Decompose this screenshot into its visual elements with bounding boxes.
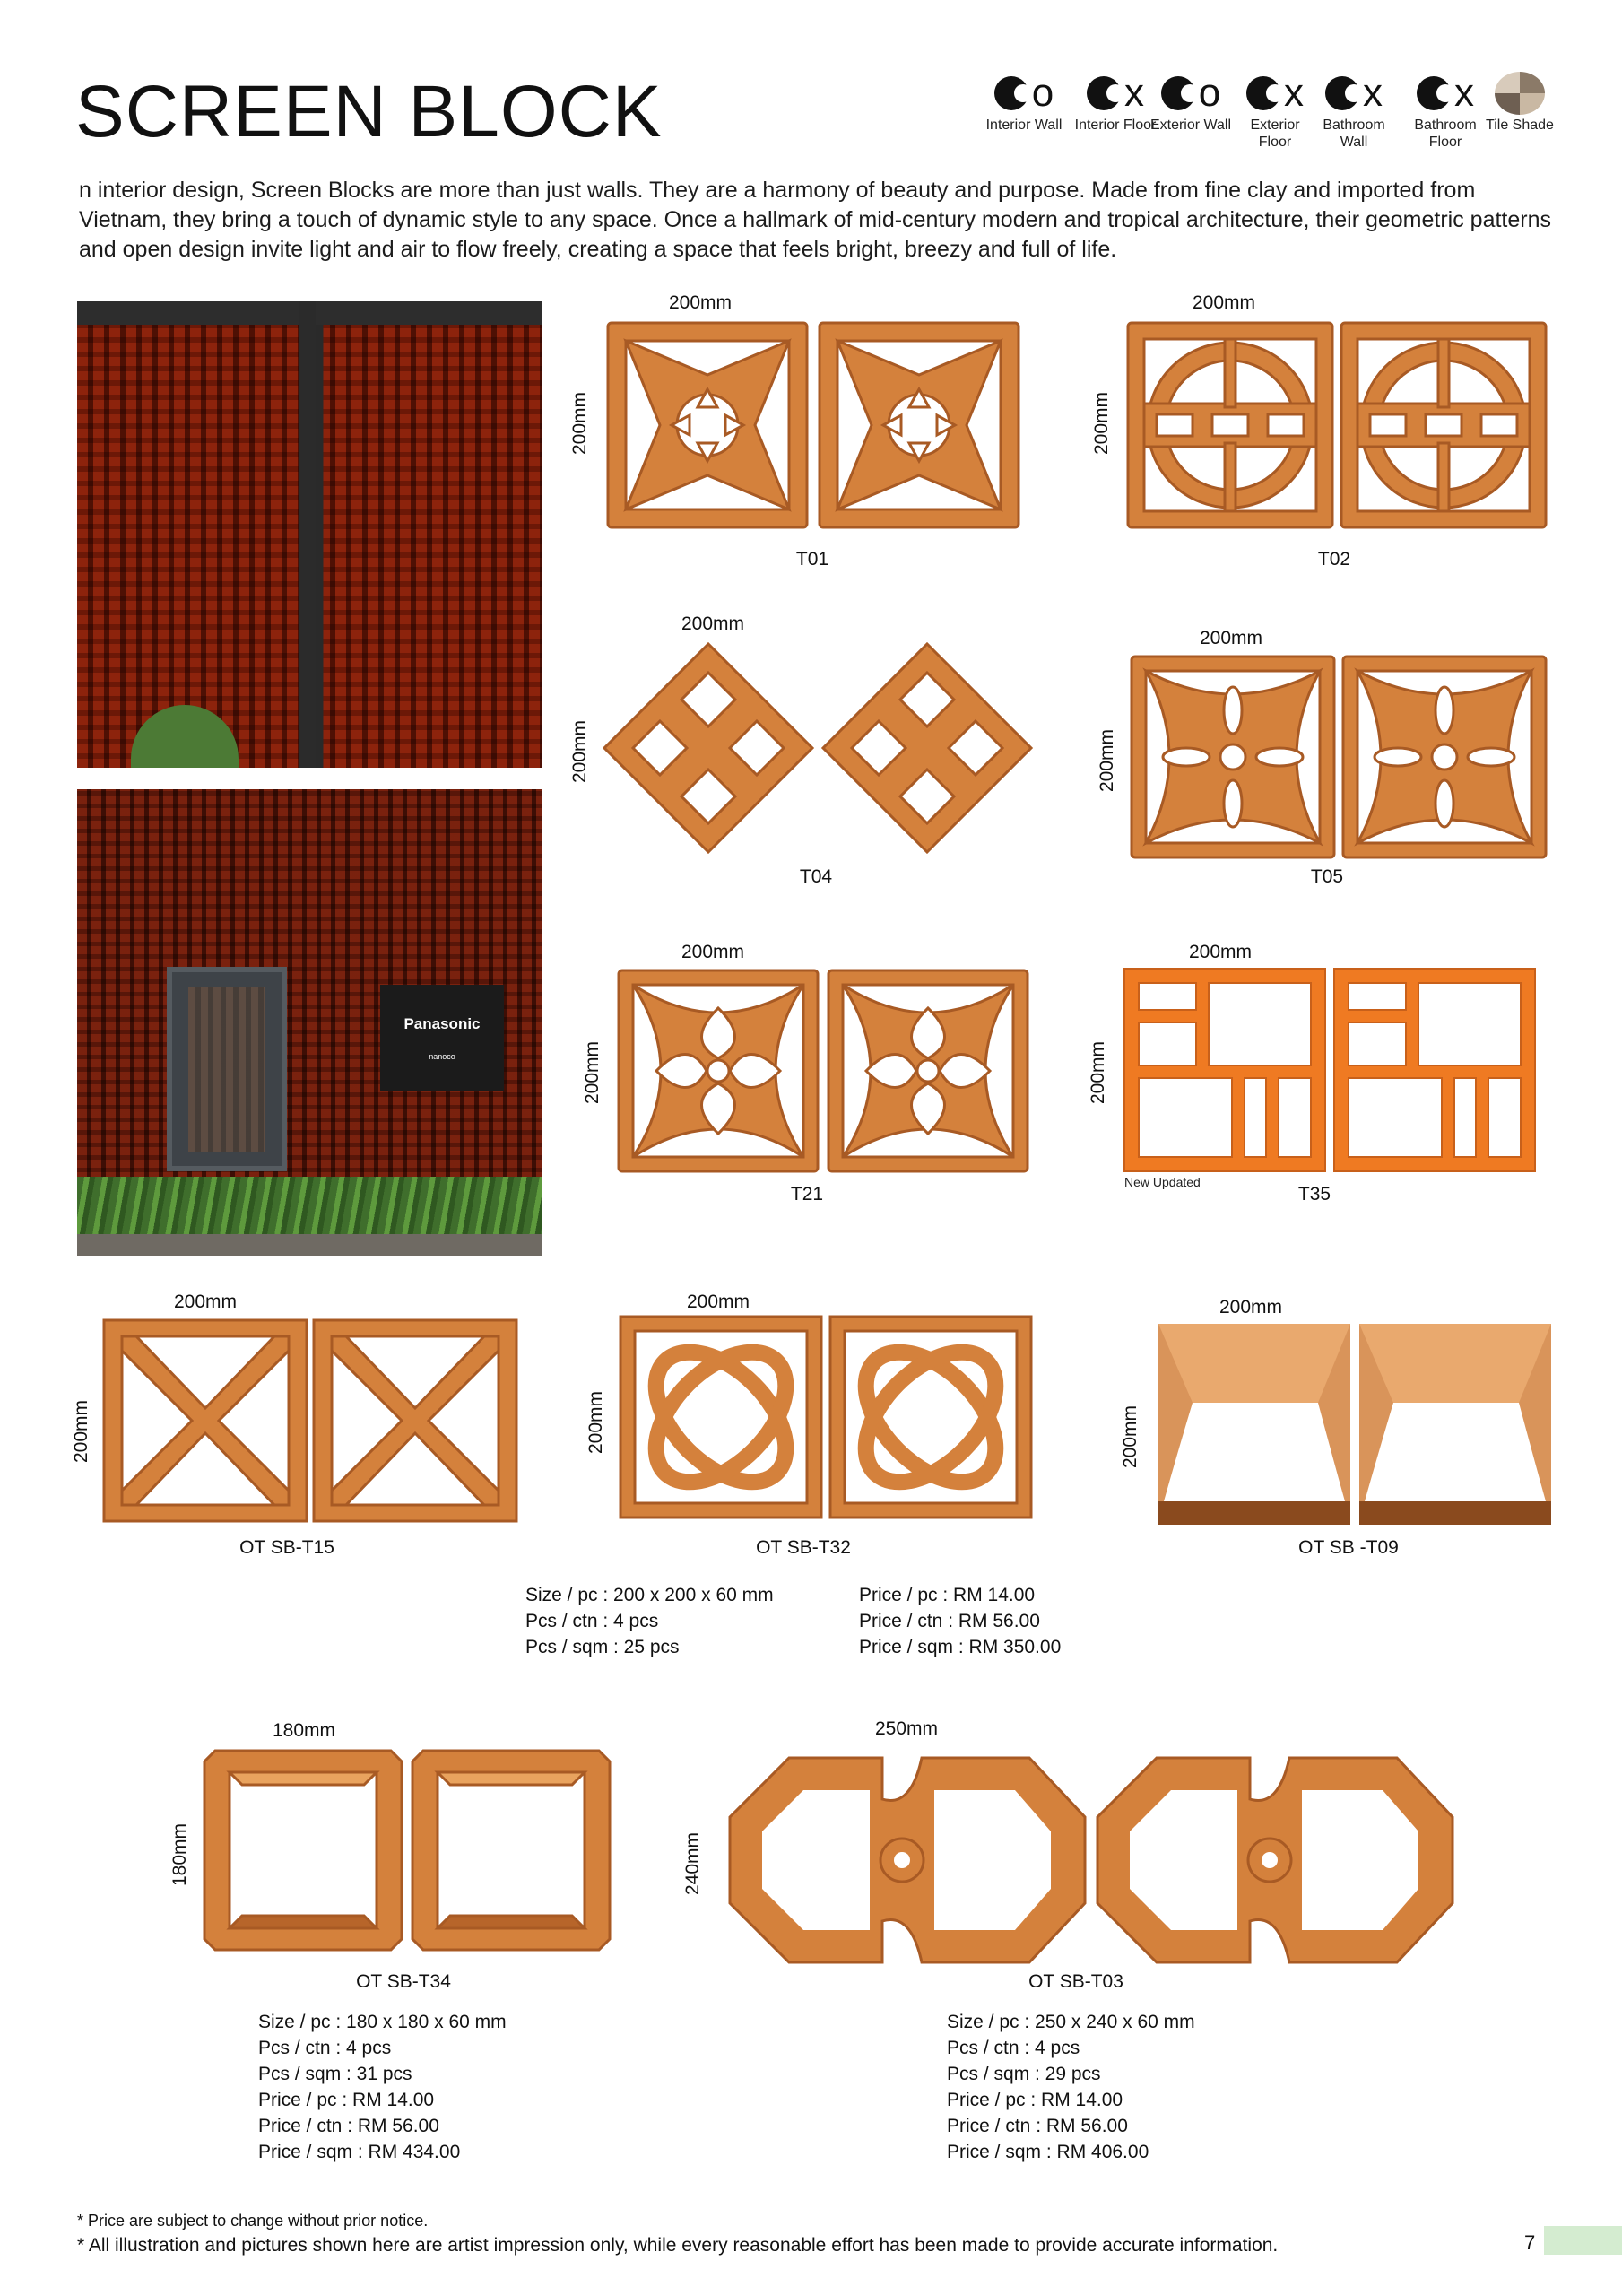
usage-bathroom-floor	[1404, 70, 1487, 151]
block-ot-sb-t09-image	[1157, 1322, 1553, 1526]
width-dimension: 200mm	[174, 1292, 238, 1312]
page-title: SCREEN BLOCK	[75, 71, 663, 152]
interior-floor-icon: x	[1087, 70, 1144, 117]
spec-t03	[947, 2009, 1195, 2165]
usage-exterior-wall	[1149, 70, 1232, 134]
spec-line: Pcs / ctn : 4 pcs	[258, 2038, 392, 2058]
spec-line: Price / pc : RM 14.00	[947, 2090, 1123, 2110]
block-t01-image	[606, 321, 1020, 531]
spec-line: Price / ctn : RM 56.00	[947, 2116, 1128, 2136]
spec-line: Pcs / sqm : 25 pcs	[525, 1637, 680, 1657]
usage-bathroom-wall	[1313, 70, 1395, 151]
spec-line: Price / sqm : RM 434.00	[258, 2142, 461, 2162]
spec-t34	[258, 2009, 507, 2165]
spec-line: Price / pc : RM 14.00	[859, 1585, 1036, 1605]
height-dimension: 200mm	[71, 1399, 92, 1464]
width-dimension: 200mm	[681, 613, 745, 634]
width-dimension: 200mm	[1193, 292, 1256, 313]
spec-line: Price / sqm : RM 406.00	[947, 2142, 1149, 2162]
spec-line: Pcs / sqm : 29 pcs	[947, 2064, 1101, 2084]
brand-sign-sub: nanoco	[429, 1048, 455, 1061]
height-dimension: 200mm	[1091, 391, 1113, 456]
height-dimension: 180mm	[169, 1822, 191, 1887]
usage-label: Exterior Wall	[1149, 117, 1232, 133]
block-code: OT SB-T34	[356, 1971, 451, 1992]
block-t21-image	[617, 969, 1029, 1173]
width-dimension: 180mm	[273, 1720, 336, 1741]
brand-sign	[380, 985, 504, 1091]
spec-line: Pcs / sqm : 31 pcs	[258, 2064, 412, 2084]
intro-paragraph: n interior design, Screen Blocks are more than just walls. They are a harmony of beauty and purpose. Made from fine clay and imported from Vietnam, they bring a touch of dynamic style to any space. Once a hallmark of mid-century modern and tropical architecture, their geometric patterns and open design invite light and air to flow freely, creating a space that feels bright, breezy and full of life.	[79, 178, 1552, 262]
height-dimension: 200mm	[569, 719, 591, 784]
spec-size-group	[525, 1582, 774, 1660]
height-dimension: 200mm	[1097, 728, 1118, 793]
usage-label: Interior Wall	[985, 117, 1063, 133]
height-dimension: 200mm	[585, 1390, 607, 1455]
usage-interior-wall	[983, 70, 1065, 134]
bathroom-wall-icon: x	[1325, 70, 1383, 117]
block-ot-sb-t32-image	[619, 1315, 1033, 1519]
block-t02-image	[1126, 321, 1548, 531]
height-dimension: 200mm	[1120, 1405, 1141, 1469]
height-dimension: 240mm	[682, 1831, 704, 1896]
brand-sign-text: Panasonic	[403, 1014, 481, 1032]
block-code: T01	[795, 549, 829, 570]
tile-shade-icon	[1495, 70, 1545, 117]
block-ot-sb-t03-image	[726, 1754, 1458, 1966]
installation-photo-entrance	[77, 789, 542, 1256]
usage-label: Bathroom Wall	[1323, 117, 1385, 150]
width-dimension: 200mm	[1200, 628, 1263, 648]
spec-line: Size / pc : 250 x 240 x 60 mm	[947, 2012, 1195, 2032]
spec-line: Pcs / ctn : 4 pcs	[525, 1611, 659, 1631]
entrance-door	[167, 967, 287, 1171]
page-number: 7	[1524, 2231, 1536, 2254]
block-t05-image	[1130, 655, 1548, 859]
footnote: * All illustration and pictures shown here are artist impression only, while every reasonable effort has been made to provide accurate information.	[77, 2235, 1279, 2256]
footnote: * Price are subject to change without prior notice.	[77, 2212, 429, 2230]
width-dimension: 250mm	[875, 1718, 939, 1739]
block-code: T04	[799, 866, 833, 887]
spec-line: Price / sqm : RM 350.00	[859, 1637, 1062, 1657]
block-t04-image	[603, 642, 1037, 854]
installation-photo-facade	[77, 301, 542, 768]
block-ot-sb-t34-image	[203, 1749, 613, 1952]
new-updated-note: New Updated	[1124, 1175, 1201, 1189]
width-dimension: 200mm	[687, 1292, 750, 1312]
usage-tile-shade	[1479, 70, 1560, 134]
spec-line: Size / pc : 180 x 180 x 60 mm	[258, 2012, 507, 2032]
exterior-floor-icon: x	[1246, 70, 1304, 117]
usage-exterior-floor	[1234, 70, 1316, 151]
spec-line: Price / ctn : RM 56.00	[859, 1611, 1040, 1631]
height-dimension: 200mm	[569, 391, 591, 456]
spec-line: Price / pc : RM 14.00	[258, 2090, 435, 2110]
block-ot-sb-t15-image	[102, 1318, 518, 1523]
block-t35-image	[1123, 967, 1537, 1173]
usage-label: Bathroom Floor	[1414, 117, 1477, 150]
block-code: OT SB-T15	[239, 1537, 334, 1558]
usage-label: Tile Shade	[1486, 117, 1554, 133]
width-dimension: 200mm	[669, 292, 733, 313]
spec-line: Size / pc : 200 x 200 x 60 mm	[525, 1585, 774, 1605]
height-dimension: 200mm	[1088, 1040, 1109, 1105]
block-code: T21	[790, 1184, 824, 1205]
bathroom-floor-icon: x	[1417, 70, 1474, 117]
exterior-wall-icon: o	[1161, 70, 1220, 117]
interior-wall-icon: o	[994, 70, 1054, 117]
block-code: OT SB -T09	[1298, 1537, 1399, 1558]
block-code: T05	[1310, 866, 1344, 887]
width-dimension: 200mm	[1189, 942, 1253, 962]
usage-interior-floor	[1074, 70, 1157, 134]
block-code: OT SB-T32	[756, 1537, 851, 1558]
spec-line: Pcs / ctn : 4 pcs	[947, 2038, 1080, 2058]
spec-price-group	[859, 1582, 1061, 1660]
block-code: T35	[1297, 1184, 1331, 1205]
usage-label: Interior Floor	[1074, 117, 1157, 133]
block-code: T02	[1317, 549, 1351, 570]
width-dimension: 200mm	[681, 942, 745, 962]
block-code: OT SB-T03	[1028, 1971, 1123, 1992]
width-dimension: 200mm	[1219, 1297, 1283, 1318]
spec-line: Price / ctn : RM 56.00	[258, 2116, 439, 2136]
usage-label: Exterior Floor	[1250, 117, 1300, 150]
height-dimension: 200mm	[582, 1040, 603, 1105]
page-tab	[1544, 2226, 1622, 2255]
